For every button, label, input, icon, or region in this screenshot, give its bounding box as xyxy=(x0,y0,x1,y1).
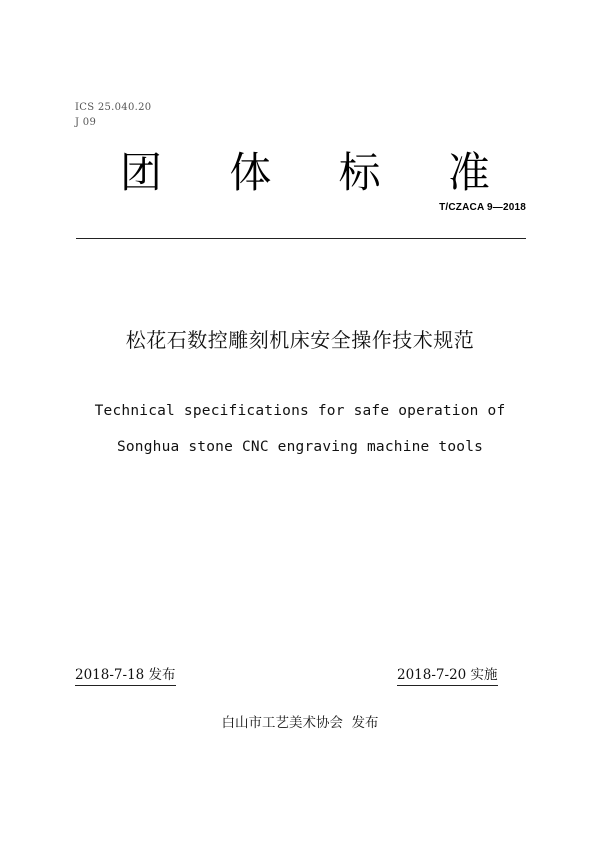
header-divider xyxy=(76,238,526,239)
standard-type-char-3: 标 xyxy=(338,148,381,197)
standard-number: T/CZACA 9—2018 xyxy=(439,202,526,213)
standard-type-char-1: 团 xyxy=(120,148,163,197)
issue-date: 2018-7-18 发布 xyxy=(75,666,176,686)
ics-code: ICS 25.040.20 xyxy=(75,102,152,113)
english-title-line-1: Technical specifications for safe operation of xyxy=(94,403,506,419)
english-title-line-2: Songhua stone CNC engraving machine tools xyxy=(116,439,484,455)
ccs-code: J 09 xyxy=(75,117,97,128)
standard-type-char-4: 准 xyxy=(447,148,490,197)
implementation-date: 2018-7-20 实施 xyxy=(397,666,498,686)
publisher: 白山市工艺美术协会 发布 xyxy=(221,715,379,731)
standard-type-title xyxy=(120,148,490,198)
standard-type-char-2: 体 xyxy=(229,148,272,197)
chinese-title: 松花石数控雕刻机床安全操作技术规范 xyxy=(125,328,475,352)
